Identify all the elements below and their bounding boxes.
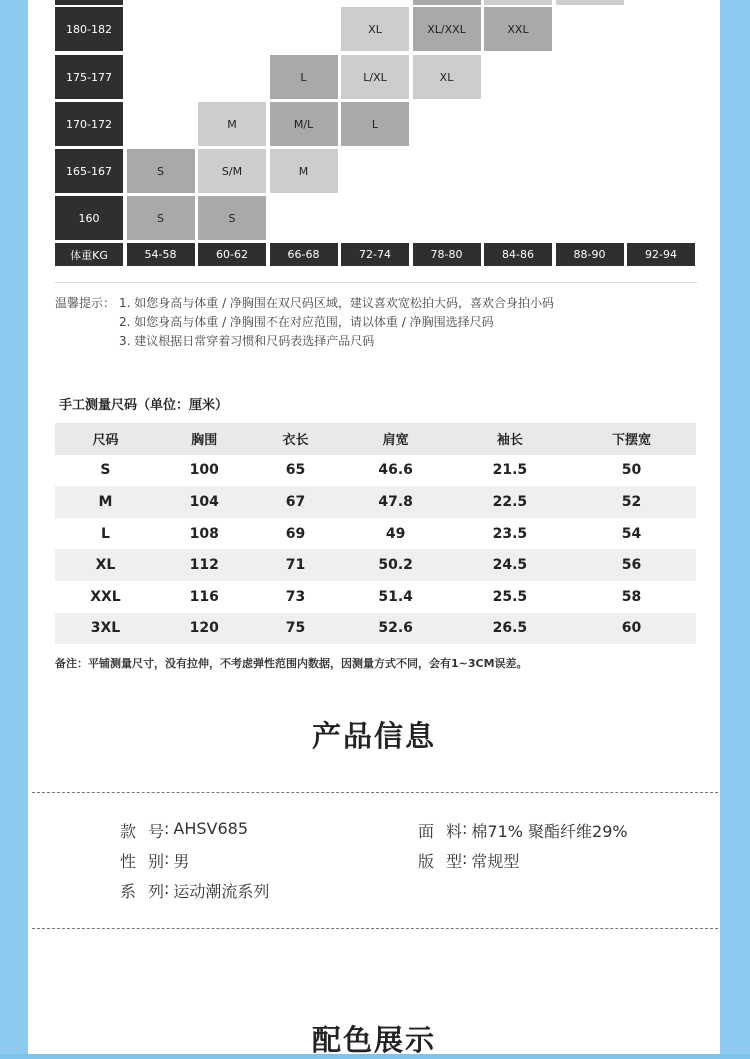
measure-cell: XXL [90, 588, 121, 605]
measure-cell: 3XL [55, 613, 156, 645]
grid-cropped-cell [55, 0, 123, 5]
header-hem: 下摆宽 [567, 423, 696, 455]
tips-lead: 温馨提示： [55, 296, 116, 310]
size-cell: S/M [198, 149, 266, 193]
measure-row [55, 486, 696, 518]
measure-row [55, 549, 696, 581]
header-shoulder: 肩宽 [339, 423, 453, 455]
measure-cell: 21.5 [492, 462, 528, 479]
measure-cell: 75 [253, 613, 339, 645]
grid-cropped-cell [556, 0, 624, 5]
weight-label: 72-74 [341, 243, 409, 266]
field-series: 系 列 : 运动潮流系列 [120, 879, 270, 901]
measure-cell: 120 [156, 613, 253, 645]
measure-row [55, 581, 696, 613]
weight-label: 84-86 [484, 243, 552, 266]
measure-cell: 51.4 [378, 588, 413, 605]
measure-cell: 49 [385, 525, 406, 542]
size-cell: XXL [484, 7, 552, 51]
field-fit-value: 常规型 [471, 852, 520, 871]
product-info-title: 产品信息 [311, 719, 436, 753]
field-style-no: 款 号 : AHSV685 [120, 819, 249, 841]
measure-cell: 26.5 [453, 613, 567, 645]
measure-cell: 52.6 [339, 613, 453, 645]
weight-label: 78-80 [413, 243, 481, 266]
tip-line-1: 1. 如您身高与体重 / 净胸围在双尺码区域，建议喜欢宽松拍大码，喜欢合身拍小码 [119, 296, 554, 310]
size-recommendation-grid [55, 0, 697, 268]
field-gender-value: 男 [173, 852, 190, 871]
grid-cropped-cell [413, 0, 481, 5]
measure-cell: 65 [285, 462, 306, 479]
measure-cell: 60 [567, 613, 696, 645]
right-border [720, 0, 750, 1054]
height-label: 165-167 [55, 149, 123, 193]
field-series-value: 运动潮流系列 [173, 882, 270, 901]
header-chest: 胸围 [156, 423, 253, 455]
weight-label: 54-58 [127, 243, 195, 266]
grid-cropped-cell [484, 0, 552, 5]
measure-cell: 104 [156, 486, 253, 518]
measure-row [55, 518, 696, 550]
measure-cell: 22.5 [453, 486, 567, 518]
height-label: 175-177 [55, 55, 123, 99]
header-size: 尺码 [55, 423, 156, 455]
measure-cell: 58 [621, 588, 642, 605]
weight-label: 60-62 [198, 243, 266, 266]
field-fabric: 面 料 : 棉71% 聚酯纤维29% [418, 819, 628, 841]
size-cell: M [270, 149, 338, 193]
tip-line-3: 3. 建议根据日常穿着习惯和尺码表选择产品尺码 [119, 334, 375, 348]
measure-cell: XL [55, 549, 156, 581]
height-label: 170-172 [55, 102, 123, 146]
size-cell: M/L [270, 102, 338, 146]
left-border [0, 0, 28, 1054]
size-cell: M [198, 102, 266, 146]
weight-label: 92-94 [627, 243, 695, 266]
measure-row [55, 455, 696, 487]
measure-cell: 52 [567, 486, 696, 518]
measure-cell: 24.5 [453, 549, 567, 581]
measure-cell: 116 [189, 588, 219, 605]
measure-title: 手工测量尺码（单位：厘米） [59, 398, 229, 413]
dashed-divider-top [32, 792, 718, 793]
size-cell: XL/XXL [413, 7, 481, 51]
measure-cell: 50 [621, 462, 642, 479]
size-cell: S [127, 149, 195, 193]
measure-note: 备注：平铺测量尺寸，没有拉伸，不考虑弹性范围内数据，因测量方式不同，会有1~3CM误差。 [55, 657, 528, 670]
height-label: 160 [55, 196, 123, 240]
field-fabric-value: 棉71% 聚酯纤维29% [471, 822, 628, 841]
measure-cell: 47.8 [339, 486, 453, 518]
size-cell: XL [413, 55, 481, 99]
measure-cell: 69 [285, 525, 306, 542]
measure-cell: 50.2 [339, 549, 453, 581]
field-fit: 版 型 : 常规型 [418, 849, 520, 871]
measure-row [55, 613, 696, 645]
measure-cell: 112 [156, 549, 253, 581]
header-sleeve: 袖长 [453, 423, 567, 455]
measure-cell: L [100, 525, 110, 542]
size-cell: S [198, 196, 266, 240]
measure-cell: 73 [285, 588, 306, 605]
tip-line-2: 2. 如您身高与体重 / 净胸围不在对应范围，请以体重 / 净胸围选择尺码 [119, 315, 494, 329]
field-style-no-value: AHSV685 [173, 819, 249, 838]
measure-cell: 56 [567, 549, 696, 581]
height-label: 180-182 [55, 7, 123, 51]
measure-header-row [55, 423, 696, 455]
measure-cell: 100 [189, 462, 219, 479]
weight-header: 体重KG [55, 243, 123, 266]
measure-cell: 67 [253, 486, 339, 518]
weight-label: 66-68 [270, 243, 338, 266]
dashed-divider-bottom [32, 928, 718, 929]
size-cell: S [127, 196, 195, 240]
color-section-title: 配色展示 [311, 1023, 436, 1057]
size-cell: L [270, 55, 338, 99]
measure-cell: 54 [621, 525, 642, 542]
measure-table [55, 423, 696, 644]
content-sheet [28, 0, 720, 1057]
measure-cell: 71 [253, 549, 339, 581]
size-cell: L [341, 102, 409, 146]
weight-label: 88-90 [556, 243, 624, 266]
header-length: 衣长 [253, 423, 339, 455]
measure-cell: 23.5 [492, 525, 528, 542]
measure-cell: 25.5 [492, 588, 528, 605]
tips [55, 294, 554, 351]
grid-divider [55, 282, 697, 283]
measure-cell: 46.6 [378, 462, 413, 479]
size-cell: L/XL [341, 55, 409, 99]
size-cell: XL [341, 7, 409, 51]
measure-cell: 108 [189, 525, 219, 542]
measure-cell: M [55, 486, 156, 518]
field-gender: 性 别 : 男 [120, 849, 190, 871]
measure-cell: S [100, 462, 111, 479]
